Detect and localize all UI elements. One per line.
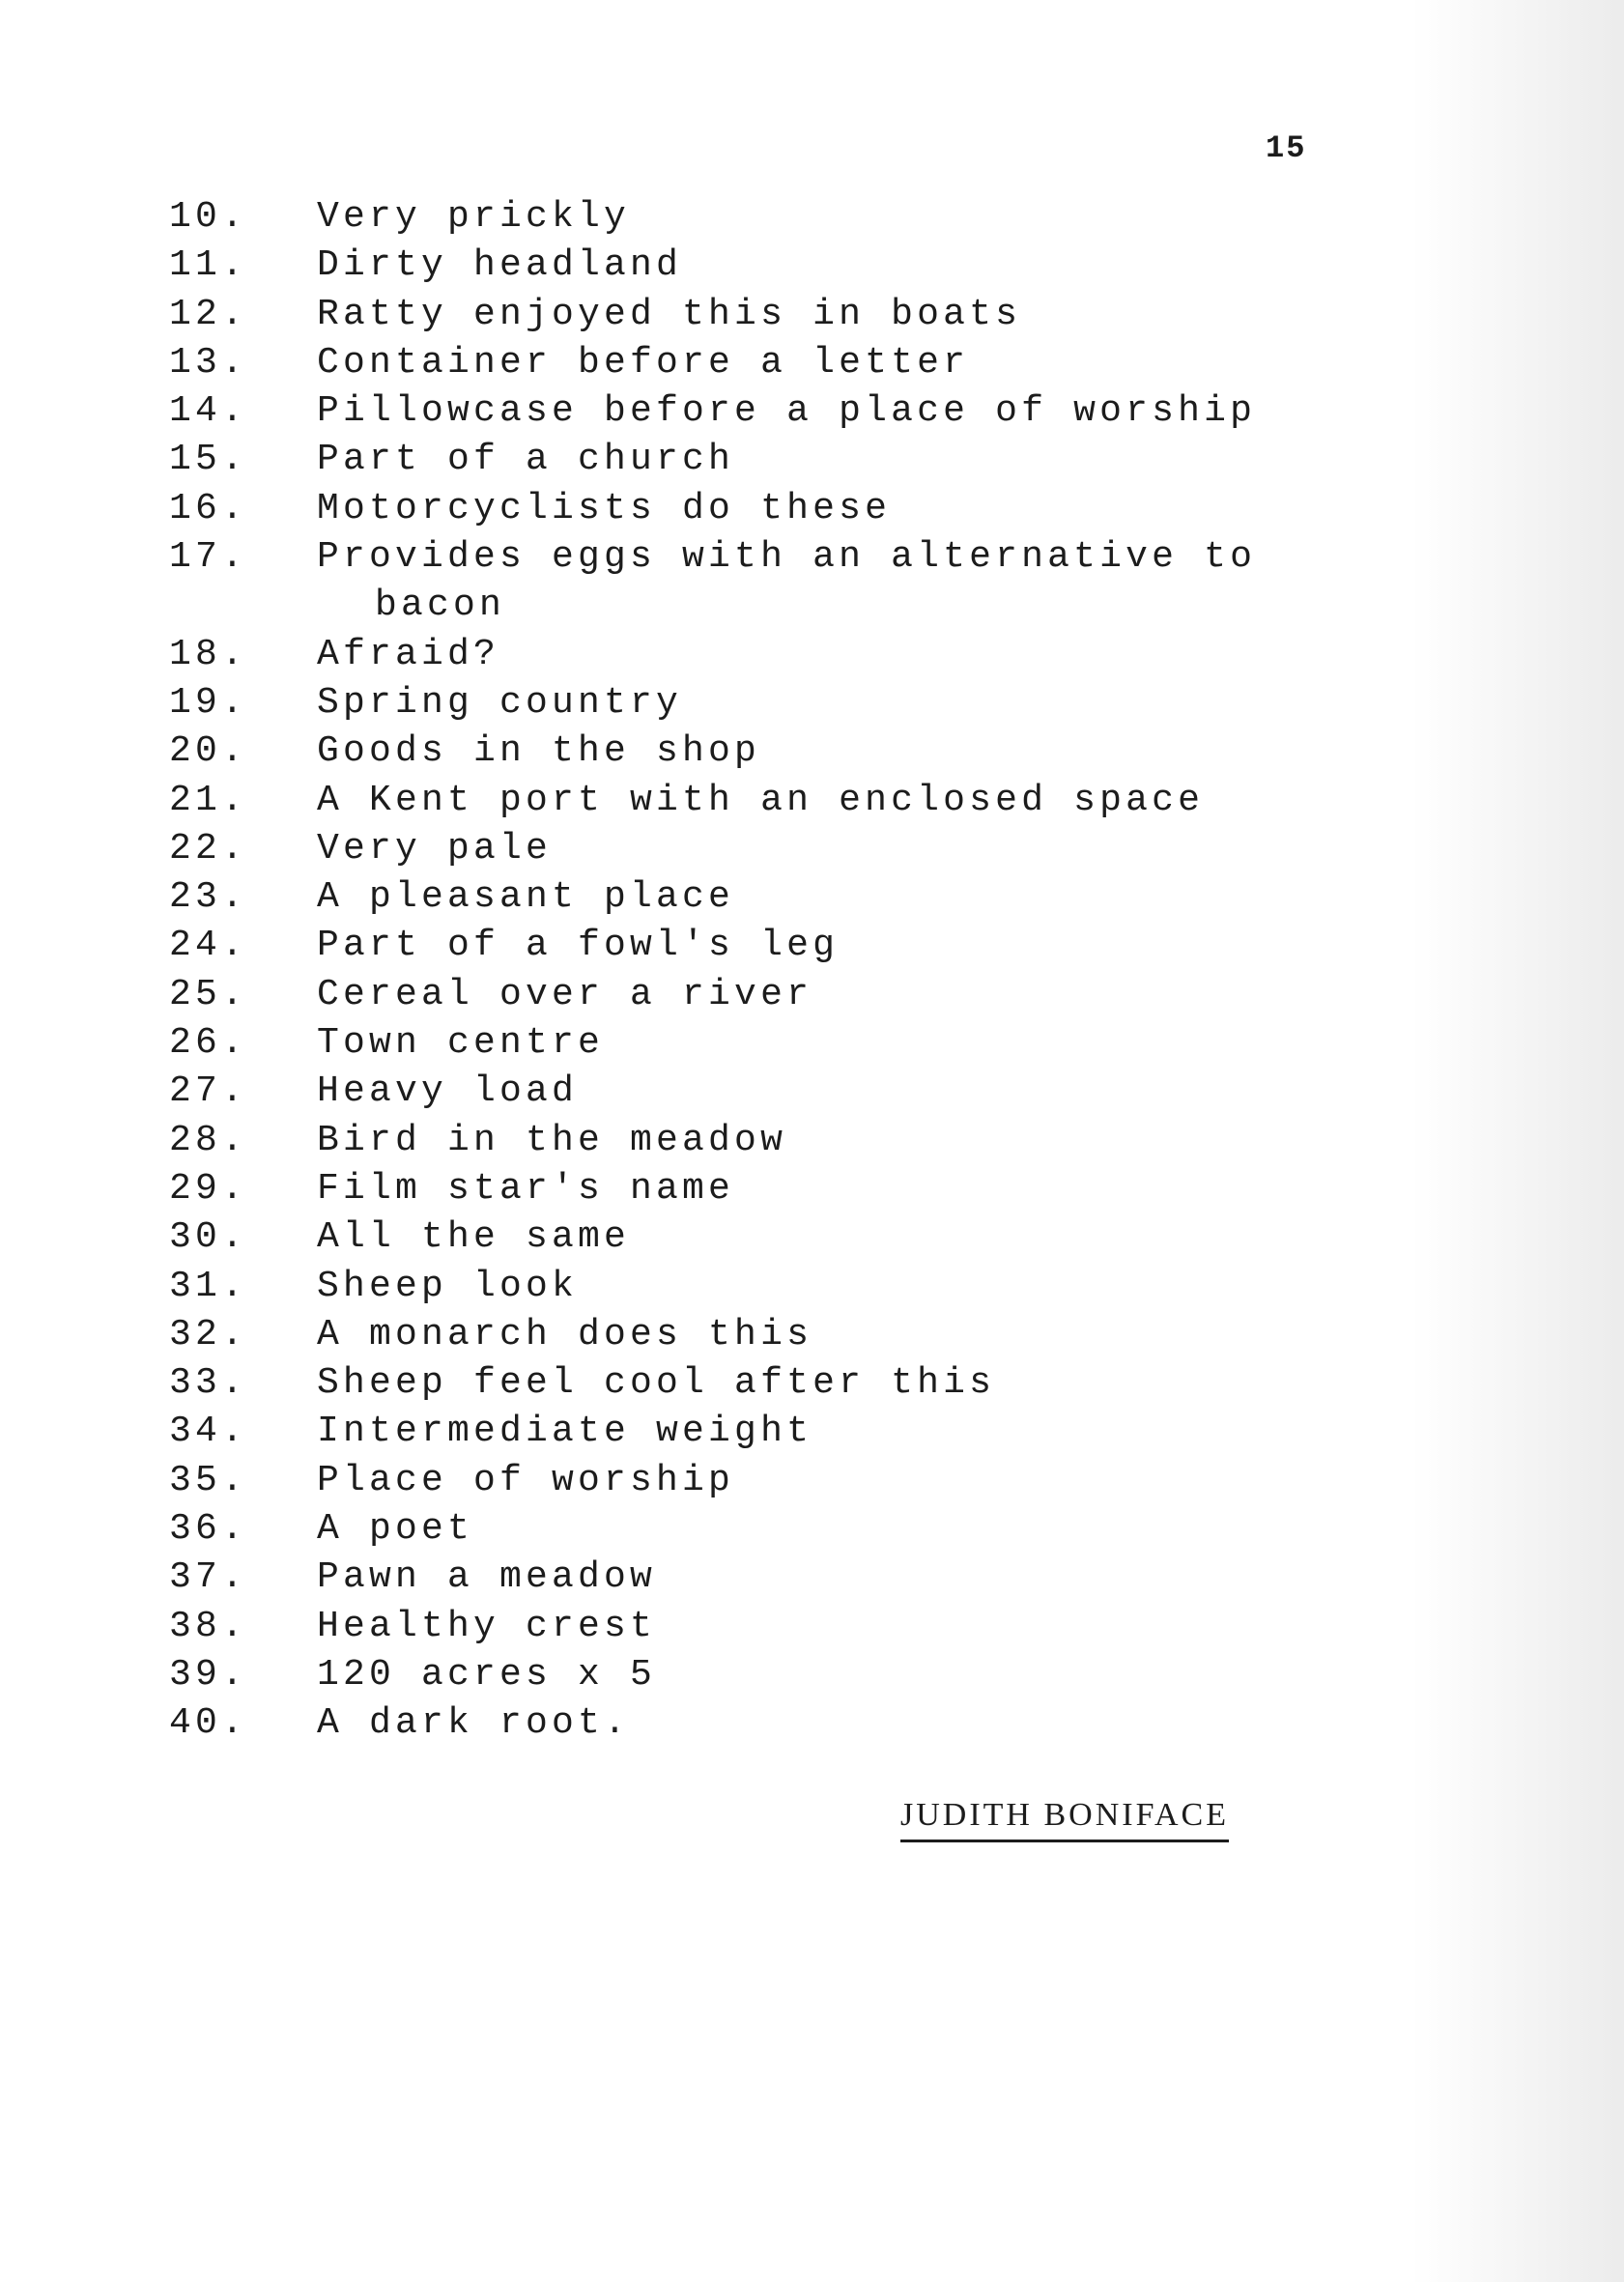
clue-text: Spring country <box>317 681 683 724</box>
clue-item <box>169 242 1425 290</box>
clue-item <box>169 339 1425 387</box>
clue-item <box>169 727 1425 776</box>
clue-number: 26. <box>169 1022 248 1065</box>
clue-number: 13. <box>169 341 248 384</box>
clue-number: 40. <box>169 1702 248 1745</box>
clue-number: 20. <box>169 730 248 773</box>
clue-number: 24. <box>169 925 248 967</box>
clue-item <box>169 1651 1425 1699</box>
clue-number: 14. <box>169 390 248 433</box>
clue-text: All the same <box>317 1216 631 1259</box>
clue-item <box>169 1603 1425 1651</box>
clue-item <box>169 1068 1425 1116</box>
clue-number: 34. <box>169 1411 248 1453</box>
clue-item <box>169 485 1425 533</box>
clue-text: Very pale <box>317 827 553 870</box>
clue-text: Goods in the shop <box>317 730 761 773</box>
clue-item <box>169 1699 1425 1748</box>
clue-number: 12. <box>169 293 248 335</box>
clue-number: 33. <box>169 1362 248 1405</box>
clue-text: Sheep look <box>317 1265 579 1307</box>
clue-item <box>169 1359 1425 1408</box>
clue-text: Ratty enjoyed this in boats <box>317 293 1022 335</box>
clue-item <box>169 436 1425 484</box>
page-number: 15 <box>1266 130 1307 166</box>
clue-text: Dirty headland <box>317 244 683 287</box>
clue-text: Healthy crest <box>317 1605 657 1647</box>
clue-number: 22. <box>169 827 248 870</box>
clue-number: 28. <box>169 1119 248 1161</box>
clue-item <box>169 777 1425 825</box>
clue-number: 31. <box>169 1265 248 1307</box>
clue-number: 11. <box>169 244 248 287</box>
clue-text: A monarch does this <box>317 1313 813 1355</box>
clue-number: 15. <box>169 439 248 481</box>
clue-text: A dark root. <box>317 1702 631 1745</box>
clue-item <box>169 533 1425 631</box>
clue-text: Heavy load <box>317 1070 579 1113</box>
clue-text: Part of a church <box>317 439 735 481</box>
clue-item <box>169 1117 1425 1165</box>
clue-number: 25. <box>169 973 248 1015</box>
clue-item <box>169 679 1425 727</box>
clue-item <box>169 1554 1425 1602</box>
clue-item <box>169 1457 1425 1505</box>
clue-item <box>169 1505 1425 1554</box>
clue-item <box>169 873 1425 922</box>
clue-number: 10. <box>169 196 248 238</box>
clue-text: A Kent port with an enclosed space <box>317 779 1205 821</box>
scan-edge-shadow <box>1411 0 1624 2282</box>
clue-item <box>169 1408 1425 1456</box>
clue-text: A poet <box>317 1508 474 1551</box>
clue-number: 27. <box>169 1070 248 1113</box>
clue-text: Cereal over a river <box>317 973 813 1015</box>
author-signature: JUDITH BONIFACE <box>900 1797 1229 1842</box>
clue-item <box>169 1165 1425 1213</box>
clue-number: 21. <box>169 779 248 821</box>
clue-item <box>169 1263 1425 1311</box>
clue-text: Place of worship <box>317 1459 735 1501</box>
clue-text: Film star's name <box>317 1167 735 1210</box>
clue-number: 38. <box>169 1605 248 1647</box>
clue-item <box>169 971 1425 1019</box>
clue-item <box>169 291 1425 339</box>
clue-item <box>169 1311 1425 1359</box>
clue-text: Provides eggs with an alternative to <box>317 536 1257 579</box>
clue-number: 23. <box>169 876 248 919</box>
clue-number: 30. <box>169 1216 248 1259</box>
clue-text: Very prickly <box>317 196 631 238</box>
clue-text: Container before a letter <box>317 341 970 384</box>
clue-text: Pawn a meadow <box>317 1556 657 1599</box>
clue-number: 35. <box>169 1459 248 1501</box>
clue-number: 32. <box>169 1313 248 1355</box>
clue-text: Intermediate weight <box>317 1411 813 1453</box>
clue-text: Town centre <box>317 1022 605 1065</box>
clue-text: 120 acres x 5 <box>317 1653 657 1696</box>
clue-number: 29. <box>169 1167 248 1210</box>
clue-number: 37. <box>169 1556 248 1599</box>
clue-item <box>169 922 1425 970</box>
clue-text: Motorcyclists do these <box>317 487 892 529</box>
clue-text: Pillowcase before a place of worship <box>317 390 1257 433</box>
clue-number: 18. <box>169 633 248 675</box>
clue-item <box>169 1019 1425 1068</box>
clue-item <box>169 631 1425 679</box>
clue-text-continuation: bacon <box>375 585 506 627</box>
clue-item <box>169 387 1425 436</box>
clue-item <box>169 193 1425 242</box>
clue-item <box>169 1213 1425 1262</box>
clue-number: 17. <box>169 536 248 579</box>
clue-item <box>169 825 1425 873</box>
clue-text: A pleasant place <box>317 876 735 919</box>
clue-number: 39. <box>169 1653 248 1696</box>
clue-list <box>169 193 1425 1749</box>
clue-text: Sheep feel cool after this <box>317 1362 996 1405</box>
clue-text: Bird in the meadow <box>317 1119 787 1161</box>
clue-number: 36. <box>169 1508 248 1551</box>
clue-text: Part of a fowl's leg <box>317 925 840 967</box>
clue-number: 16. <box>169 487 248 529</box>
clue-number: 19. <box>169 681 248 724</box>
clue-text: Afraid? <box>317 633 500 675</box>
